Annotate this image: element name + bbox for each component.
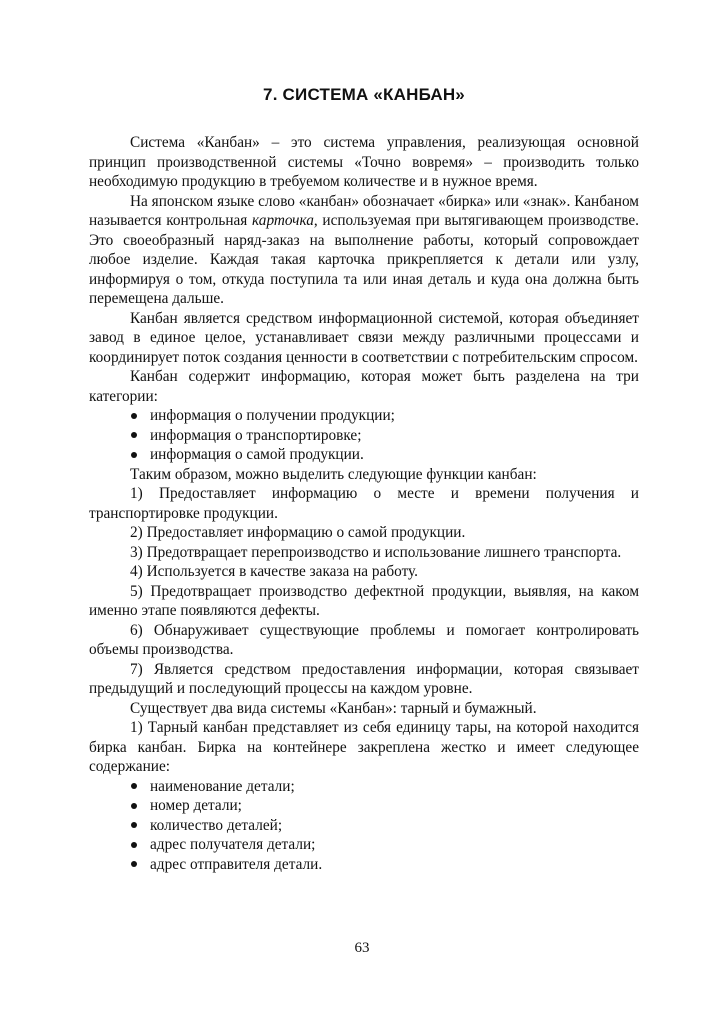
bullet-icon [131, 432, 137, 438]
bullet-icon [131, 803, 137, 809]
list-item [89, 835, 639, 855]
bullet-icon [131, 783, 137, 789]
bullet-icon [131, 861, 137, 867]
paragraph-definition-start: На японском языке слово «канбан» обозначает «бирка» или «знак». Канбаном называется контрольная [89, 192, 639, 229]
bullet-icon [131, 413, 137, 419]
paragraph-definition-end: , используемая при вытягивающем производстве. Это своеобразный наряд-заказ на выполнение работы, который сопровождает любое изделие. Каждая такая карточка прикрепляется к детали или узлу, информируя о том, откуда поступила та или иная деталь и куда она должна быть перемещена дальше. [89, 212, 639, 307]
function-item-7: 7) Является средством предоставления информации, которая связывает предыдущий и последующий процессы на каждом уровне. [89, 660, 639, 697]
list-item-text: адрес получателя детали; [150, 836, 316, 853]
list-item-text: количество деталей; [150, 816, 283, 834]
tag-contents-list [89, 777, 639, 875]
function-item-1: 1) Предоставляет информацию о месте и времени получения и транспортировке продукции. [89, 485, 639, 522]
emphasis-card: карточка [252, 212, 314, 229]
function-item-3: 3) Предотвращает перепроизводство и использование лишнего транспорта. [130, 543, 622, 561]
function-item-4: 4) Используется в качестве заказа на работу. [130, 563, 419, 580]
list-item [89, 777, 639, 797]
list-item [89, 445, 639, 465]
paragraph-container-kanban: 1) Тарный канбан представляет из себя единицу тары, на которой находится бирка канбан. Бирка на контейнере закреплена жестко и имеет следующее содержание: [89, 719, 639, 775]
bullet-icon [131, 822, 137, 828]
list-item [89, 796, 639, 816]
list-item-text: информация о получении продукции; [150, 407, 395, 424]
paragraph-functions-intro: Таким образом, можно выделить следующие функции канбан: [130, 465, 537, 483]
paragraph-definition [89, 192, 639, 309]
list-item-text: адрес отправителя детали. [150, 855, 323, 873]
bullet-icon [131, 452, 137, 458]
list-item [89, 855, 639, 875]
list-item [89, 816, 639, 836]
section-title: 7. СИСТЕМА «КАНБАН» [263, 85, 465, 104]
list-item-text: информация о самой продукции. [150, 446, 364, 463]
function-item-2: 2) Предоставляет информацию о самой продукции. [130, 524, 466, 541]
paragraph-categories-intro: Канбан содержит информацию, которая может быть разделена на три категории: [89, 368, 639, 405]
categories-list [89, 406, 639, 465]
list-item-text: номер детали; [150, 797, 242, 814]
list-item [89, 406, 639, 426]
list-item [89, 426, 639, 446]
list-item-text: информация о транспортировке; [150, 426, 362, 444]
function-item-6: 6) Обнаруживает существующие проблемы и помогает контролировать объемы производства. [89, 621, 639, 658]
page-content [89, 84, 639, 874]
paragraph-kinds: Существует два вида системы «Канбан»: тарный и бумажный. [130, 699, 537, 717]
list-item-text: наименование детали; [150, 777, 295, 795]
paragraph-intro: Система «Канбан» – это система управления, реализующая основной принцип производственной системы «Точно вовремя» – производить только необходимую продукцию в требуемом количестве и в нужное время. [89, 134, 639, 190]
page-number: 63 [354, 940, 370, 956]
function-item-5: 5) Предотвращает производство дефектной продукции, выявляя, на каком именно этапе появляются дефекты. [89, 582, 639, 619]
paragraph-info-system: Канбан является средством информационной системой, которая объединяет завод в единое целое, устанавливает связи между различными процессами и координирует поток создания ценности в соответствии с потребительским спросом. [89, 309, 639, 366]
bullet-icon [131, 842, 137, 848]
